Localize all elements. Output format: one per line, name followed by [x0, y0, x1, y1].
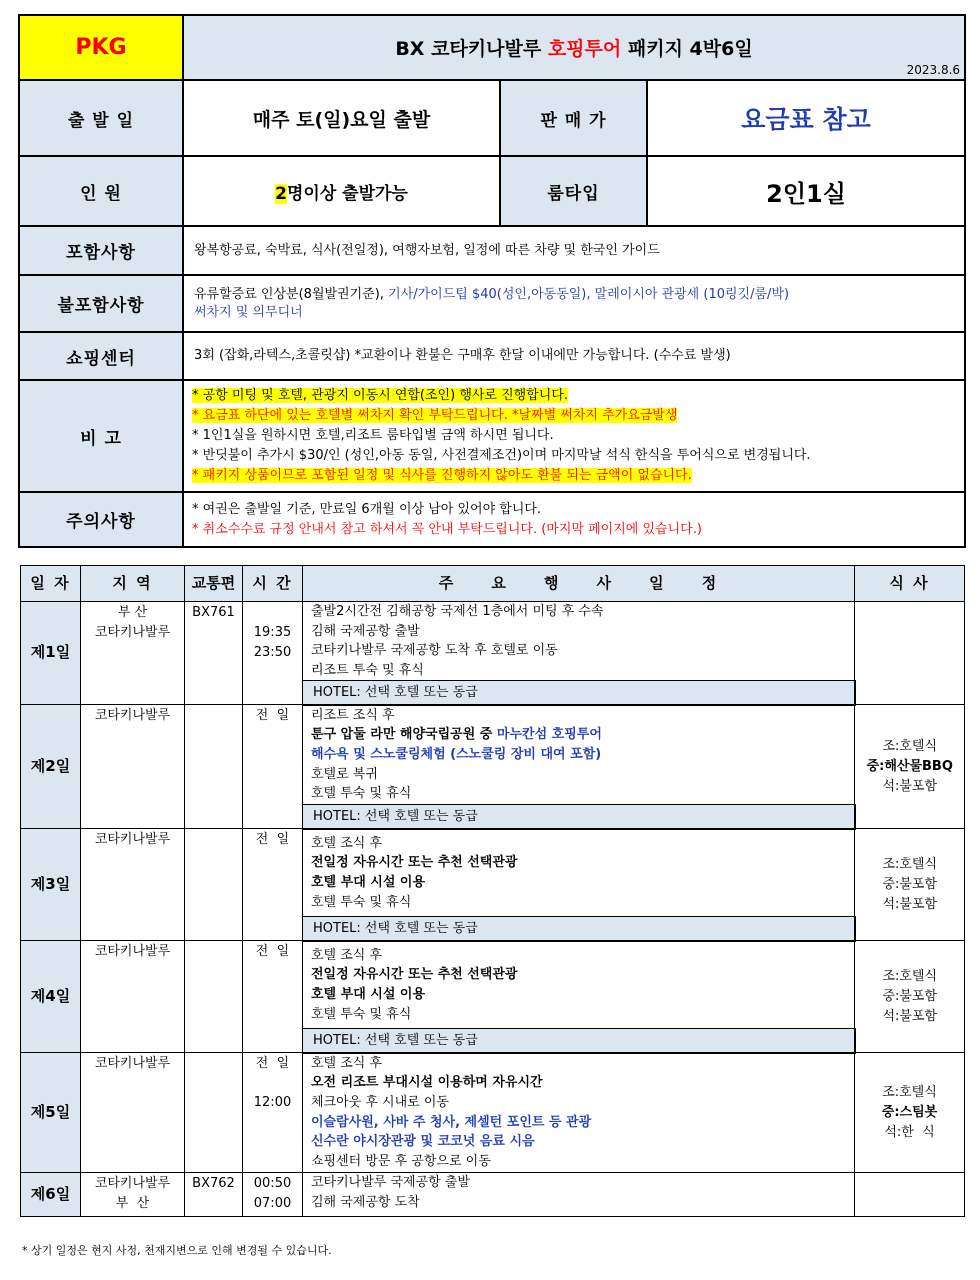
col-header-time: 시 간 [243, 566, 303, 602]
activity: 호텔 부대 시설 이용 [311, 875, 426, 891]
document-date: 2023.8.6 [906, 63, 961, 77]
room-type-value: 2인1실 [647, 156, 965, 226]
activities-cell [303, 705, 855, 805]
activities-cell [303, 829, 855, 917]
time-cell: 전 일 [243, 705, 303, 829]
day-label: 제4일 [21, 941, 81, 1053]
meals-cell [855, 705, 965, 829]
day-label: 제3일 [21, 829, 81, 941]
activity: 호텔 조식 후 [311, 835, 383, 851]
activity: 리조트 투숙 및 휴식 [311, 662, 424, 678]
activities-cell [303, 602, 855, 681]
region-cell: 코타키나발루 [81, 829, 185, 941]
col-header-day: 일 자 [21, 566, 81, 602]
activity: 호텔 투숙 및 휴식 [311, 1006, 412, 1022]
time-value: 23:50 [253, 644, 292, 660]
flight-cell: BX761 [185, 602, 243, 705]
caution-item: * 취소수수료 규정 안내서 참고 하셔서 꼭 안내 부탁드립니다. (마지막 페이지에 있습니다.) [192, 521, 702, 537]
activity [311, 725, 854, 745]
table-row [21, 829, 965, 917]
activity: 이슬람사원, 사바 주 청사, 제셀턴 포인트 등 관광 [311, 1114, 592, 1130]
meal-item: 조:호텔식 [882, 1085, 937, 1101]
region-cell: 코타키나발루 [81, 941, 185, 1053]
time-cell [243, 1053, 303, 1173]
activity: 김해 국제공항 출발 [311, 623, 420, 639]
activity: 해수욕 및 스노쿨링체험 (스노쿨링 장비 대여 포함) [311, 747, 602, 763]
meals-cell [855, 1173, 965, 1217]
title-suffix: 패키지 4박6일 [621, 38, 753, 60]
activity: 호텔 조식 후 [311, 1055, 383, 1071]
activity: 체크아웃 후 시내로 이동 [311, 1095, 449, 1111]
time-value: 전 일 [255, 1056, 290, 1072]
day-label: 제1일 [21, 602, 81, 705]
excluded-fuel: 유류할증료 인상분(8월발권기준), [194, 286, 389, 302]
meals-cell [855, 1053, 965, 1173]
flight-cell [185, 1053, 243, 1173]
remark-item: * 패키지 상품이므로 포함된 일정 및 식사를 진행하지 않아도 환불 되는 금액이 없습니다. [192, 468, 692, 483]
included-label: 포함사항 [19, 226, 183, 275]
price-value: 요금표 참고 [647, 80, 965, 156]
time-value: 07:00 [253, 1195, 292, 1211]
meal-item: 조:호텔식 [882, 969, 938, 985]
activity: 쇼핑센터 방문 후 공항으로 이동 [311, 1153, 491, 1169]
package-title [183, 15, 965, 80]
meals-cell [855, 602, 965, 705]
meals-cell [855, 941, 965, 1053]
activity: 호텔 조식 후 [311, 947, 383, 963]
shopping-value: 3회 (잡화,라텍스,초콜릿샵) *교환이나 환불은 구매후 한달 이내에만 가능합니다. (수수료 발생) [183, 332, 965, 380]
package-info-table [18, 14, 966, 548]
activity-text: 툰구 압둘 라만 해양국립공원 중 [311, 727, 497, 743]
activity: 김해 국제공항 도착 [311, 1194, 420, 1210]
meals-cell [855, 829, 965, 941]
meal-item: 석:불포함 [882, 778, 938, 794]
hotel-row: HOTEL: 선택 호텔 또는 동급 [303, 681, 855, 705]
table-row [21, 941, 965, 1029]
activity-highlight: 마누칸섬 호핑투어 [496, 727, 602, 743]
table-row [21, 1173, 965, 1217]
remark-item: * 반딧불이 추가시 $30/인 (성인,아동 동일, 사전결제조건)이며 마지막날 석식 한식을 투어식으로 변경됩니다. [192, 448, 811, 463]
meal-item: 석:한 식 [884, 1124, 935, 1140]
col-header-meals: 식 사 [855, 566, 965, 602]
itinerary-table [20, 565, 965, 1217]
meal-item: 조:호텔식 [882, 739, 938, 755]
activity: 출발2시간전 김해공항 국제선 1층에서 미팅 후 수속 [311, 604, 604, 619]
day-label: 제6일 [21, 1173, 81, 1217]
meal-item: 석:불포함 [882, 1008, 938, 1024]
table-row [21, 705, 965, 805]
title-prefix: BX 코타키나발루 [395, 38, 548, 60]
flight-cell [185, 941, 243, 1053]
col-header-region: 지 역 [81, 566, 185, 602]
excluded-surcharge: 써차지 및 의무디너 [194, 304, 303, 320]
meal-item: 중:불포함 [882, 877, 938, 893]
hotel-row: HOTEL: 선택 호텔 또는 동급 [303, 917, 855, 941]
activity: 전일정 자유시간 또는 추천 선택관광 [311, 855, 518, 871]
people-label: 인 원 [19, 156, 183, 226]
region-cell [81, 602, 185, 705]
region-cell: 코타키나발루 [81, 705, 185, 829]
remark-item: * 1인1실을 원하시면 호텔,리조트 룸타입별 금액 하시면 됩니다. [192, 428, 554, 443]
hotel-row: HOTEL: 선택 호텔 또는 동급 [303, 805, 855, 829]
excluded-label: 불포함사항 [19, 275, 183, 332]
caution-item: * 여권은 출발일 기준, 만료일 6개월 이상 남아 있어야 합니다. [192, 501, 542, 517]
pkg-label: PKG [19, 15, 183, 80]
day-label: 제5일 [21, 1053, 81, 1173]
activity: 리조트 조식 후 [311, 707, 395, 723]
region-cell [81, 1173, 185, 1217]
caution-list [183, 492, 965, 547]
title-highlight: 호핑투어 [547, 38, 622, 60]
flight-cell [185, 705, 243, 829]
flight-cell [185, 829, 243, 941]
time-value: 19:35 [253, 625, 292, 640]
activities-cell [303, 1053, 855, 1173]
time-cell [243, 1173, 303, 1217]
region-name: 코타키나발루 [94, 624, 171, 640]
activity: 코타키나발루 국제공항 출발 [311, 1175, 470, 1191]
time-value: 12:00 [253, 1094, 292, 1110]
caution-label: 주의사항 [19, 492, 183, 547]
remark-item: * 공항 미팅 및 호텔, 관광지 이동시 연합(조인) 행사로 진행합니다. [192, 388, 569, 403]
remarks-list [183, 380, 965, 492]
region-name: 부 산 [115, 1195, 150, 1211]
meal-item: 석:불포함 [882, 896, 938, 912]
remark-item: * 요금표 하단에 있는 호텔별 써차지 확인 부탁드립니다. *날짜별 써차지 추가요금발생 [192, 408, 678, 423]
included-value: 왕복항공료, 숙박료, 식사(전일정), 여행자보험, 일정에 따른 차량 및 한국인 가이드 [183, 226, 965, 275]
activity: 호텔로 복귀 [311, 766, 378, 782]
region-cell: 코타키나발루 [81, 1053, 185, 1173]
activity: 호텔 투숙 및 휴식 [311, 894, 412, 910]
people-value [183, 156, 500, 226]
region-name: 코타키나발루 [94, 1176, 171, 1192]
meal-item: 중:불포함 [882, 989, 938, 1005]
time-cell: 전 일 [243, 829, 303, 941]
price-label: 판 매 가 [500, 80, 647, 156]
departure-value: 매주 토(일)요일 출발 [183, 80, 500, 156]
activity: 신수란 야시장관광 및 코코넛 음료 시음 [311, 1134, 535, 1150]
departure-label: 출 발 일 [19, 80, 183, 156]
people-min-number: 2 [275, 183, 287, 204]
excluded-value [183, 275, 965, 332]
activity: 코타키나발루 국제공항 도착 후 호텔로 이동 [311, 643, 558, 659]
schedule-footnote: * 상기 일정은 현지 사정, 천재지변으로 인해 변경될 수 있습니다. [22, 1244, 332, 1257]
region-name: 부 산 [117, 605, 148, 620]
meal-item: 중:스팀봇 [881, 1105, 938, 1121]
activity: 전일정 자유시간 또는 추천 선택관광 [311, 967, 518, 983]
activities-cell [303, 1173, 855, 1217]
time-value: 00:50 [253, 1176, 292, 1192]
table-row [21, 602, 965, 681]
activity: 호텔 부대 시설 이용 [311, 987, 426, 1003]
activities-cell [303, 941, 855, 1029]
day-label: 제2일 [21, 705, 81, 829]
hotel-row: HOTEL: 선택 호텔 또는 동급 [303, 1029, 855, 1053]
time-cell: 전 일 [243, 941, 303, 1053]
room-type-label: 룸타입 [500, 156, 647, 226]
remarks-label: 비 고 [19, 380, 183, 492]
table-row [21, 1053, 965, 1173]
col-header-schedule: 주 요 행 사 일 정 [303, 566, 855, 602]
excluded-tips: 기사/가이드팁 $40(성인,아동동일), 말레이시아 관광세 (10링깃/룸/박) [388, 286, 790, 302]
meal-item: 중:해산물BBQ [866, 759, 953, 775]
people-text: 명이상 출발가능 [286, 183, 408, 204]
time-cell [243, 602, 303, 705]
shopping-label: 쇼핑센터 [19, 332, 183, 380]
activity: 호텔 투숙 및 휴식 [311, 786, 412, 802]
meal-item: 조:호텔식 [882, 857, 938, 873]
flight-cell: BX762 [185, 1173, 243, 1217]
activity: 오전 리조트 부대시설 이용하며 자유시간 [311, 1075, 543, 1091]
col-header-transport: 교통편 [185, 566, 243, 602]
